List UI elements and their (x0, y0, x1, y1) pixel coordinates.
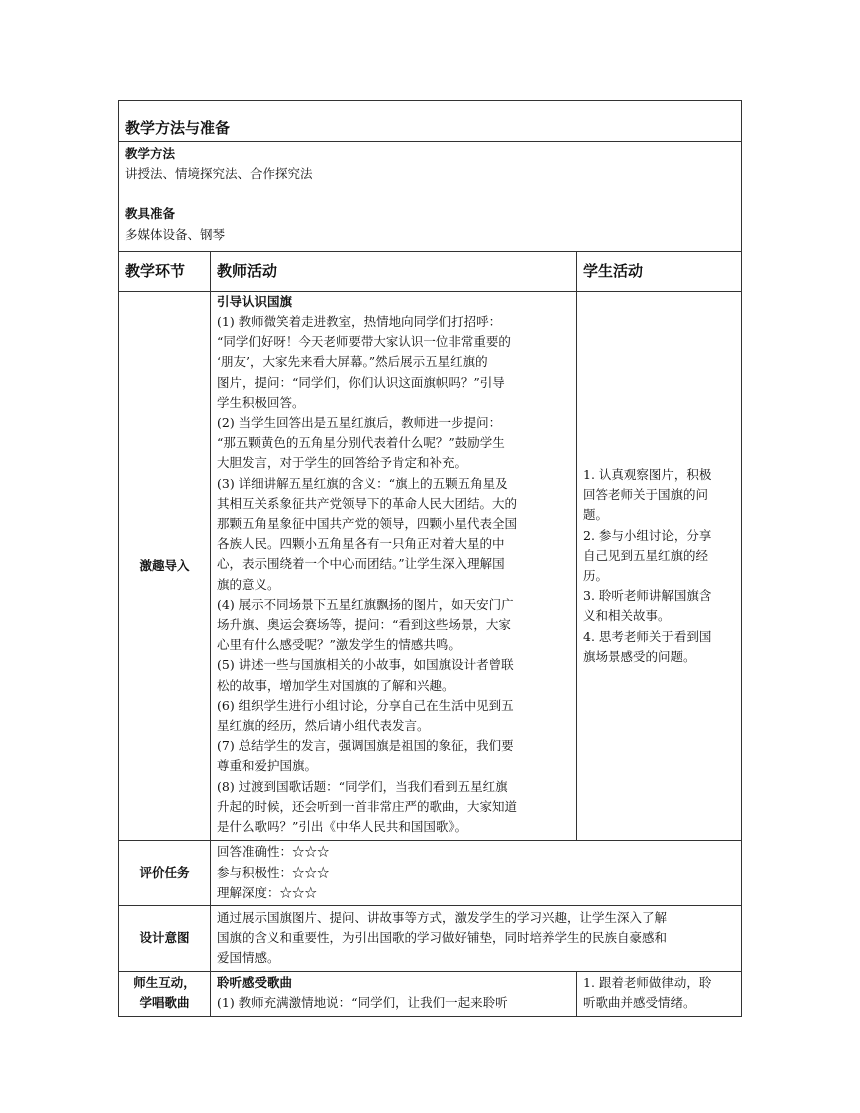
design-intent-line: 通过展示国旗图片、提问、讲故事等方式，激发学生的学习兴趣，让学生深入了解 (217, 909, 668, 925)
section-title: 教学方法与准备 (125, 118, 231, 137)
evaluation-criterion: 理解深度：☆☆☆ (217, 884, 318, 900)
student-activity-line: 义和相关故事。 (583, 608, 671, 624)
teacher-activity-text (217, 312, 570, 837)
teacher-activity-line: “那五颗黄色的五角星分别代表着什么呢？”鼓励学生 (217, 435, 505, 451)
prep-text: 多媒体设备、钢琴 (125, 226, 226, 242)
teacher-activity-line: (7) 总结学生的发言，强调国旗是祖国的象征，我们要 (217, 738, 514, 754)
student-activity-line: 回答老师关于国旗的问 (583, 487, 709, 503)
column-header-stage: 教学环节 (125, 261, 186, 280)
teacher-activity-line: 松的故事，增加学生对国旗的了解和兴趣。 (217, 677, 455, 693)
teacher-activity-line: 其相互关系象征共产党领导下的革命人民大团结。大的 (217, 495, 518, 511)
teacher-activity-line: 星红旗的经历，然后请小组代表发言。 (217, 718, 430, 734)
teacher-activity-line: 场升旗、奥运会赛场等，提问：“看到这些场景，大家 (217, 617, 511, 633)
design-intent-line: 国旗的含义和重要性，为引出国歌的学习做好铺垫，同时培养学生的民族自豪感和 (217, 930, 668, 946)
teacher-activity-line: 旗的意义。 (217, 576, 280, 592)
teacher-activity-line: (8) 过渡到国歌话题：“同学们，当我们看到五星红旗 (217, 778, 508, 794)
stage-label-evaluation: 评价任务 (139, 865, 190, 880)
stage-label-intent: 设计意图 (139, 930, 190, 946)
teacher-activity-line: 心，表示围绕着一个中心而团结。”让学生深入理解国 (217, 556, 505, 572)
prep-heading: 教具准备 (125, 206, 176, 222)
teacher-activity-line: 尊重和爱护国旗。 (217, 758, 318, 774)
methods-row (119, 142, 742, 252)
student-activity-line: 自己见到五星红旗的经 (583, 547, 709, 563)
teacher-activity-line: (4) 展示不同场景下五星红旗飘扬的图片，如天安门广 (217, 596, 514, 612)
teacher-activity-line: (1) 教师微笑着走进教室，热情地向同学们打招呼： (217, 314, 502, 330)
table-row-singing (119, 971, 742, 1016)
teacher-activity-line: 图片，提问：“同学们，你们认识这面旗帜吗？”引导 (217, 374, 505, 390)
stage-label-singing-line2: 学唱歌曲 (139, 994, 190, 1010)
column-header-teacher: 教师活动 (217, 261, 278, 280)
teacher-activity-line: 大胆发言，对于学生的回答给予肯定和补充。 (217, 455, 468, 471)
student-activity-line: 题。 (583, 507, 609, 523)
table-row-intro (119, 291, 742, 840)
activity-title-flag: 引导认识国旗 (217, 293, 293, 309)
student-activity-text-singing (583, 973, 735, 1013)
lesson-plan-table (118, 100, 742, 1017)
teacher-activity-line: 那颗五角星象征中国共产党的领导，四颗小星代表全国 (217, 516, 518, 532)
column-header-student: 学生活动 (583, 261, 644, 280)
stage-label-intro: 激趣导入 (139, 557, 190, 573)
methods-heading: 教学方法 (125, 146, 176, 161)
evaluation-criteria (217, 842, 735, 903)
teacher-activity-line: (1) 教师充满激情地说：“同学们，让我们一起来聆听 (217, 994, 508, 1010)
student-activity-line: 4. 思考老师关于看到国 (583, 628, 712, 644)
teacher-activity-line: 升起的时候，还会听到一首非常庄严的歌曲，大家知道 (217, 798, 518, 814)
methods-text: 讲授法、情境探究法、合作探究法 (125, 166, 313, 182)
teacher-activity-line: (6) 组织学生进行小组讨论，分享自己在生活中见到五 (217, 697, 514, 713)
evaluation-criterion: 回答准确性：☆☆☆ (217, 844, 330, 860)
student-activity-line: 历。 (583, 568, 609, 584)
design-intent-text (217, 908, 735, 969)
lesson-plan-page (118, 100, 741, 1017)
student-activity-line: 1. 认真观察图片，积极 (583, 467, 712, 483)
column-header-row (119, 251, 742, 291)
student-activity-line: 听歌曲并感受情绪。 (583, 994, 696, 1010)
section-title-row (119, 101, 742, 142)
teacher-activity-line: “同学们好呀！今天老师要带大家认识一位非常重要的 (217, 334, 511, 350)
design-intent-line: 爱国情感。 (217, 950, 280, 966)
table-row-evaluation (119, 841, 742, 906)
student-activity-line: 3. 聆听老师讲解国旗含 (583, 588, 712, 604)
student-activity-line: 2. 参与小组讨论，分享 (583, 527, 712, 543)
teacher-activity-line: (3) 详细讲解五星红旗的含义：“旗上的五颗五角星及 (217, 475, 508, 491)
evaluation-criterion: 参与积极性：☆☆☆ (217, 864, 330, 880)
activity-title-listen: 聆听感受歌曲 (217, 974, 293, 990)
teacher-activity-line: (2) 当学生回答出是五星红旗后，教师进一步提问： (217, 415, 502, 431)
stage-label-singing-line1: 师生互动， (133, 974, 196, 990)
teacher-activity-line: 学生积极回答。 (217, 394, 305, 410)
teacher-activity-line: (5) 讲述一些与国旗相关的小故事，如国旗设计者曾联 (217, 657, 514, 673)
teacher-activity-line: 是什么歌吗？”引出《中华人民共和国国歌》。 (217, 819, 468, 835)
teacher-activity-text-singing (217, 993, 570, 1013)
student-activity-text (583, 465, 735, 667)
teacher-activity-line: ‘朋友’，大家先来看大屏幕。”然后展示五星红旗的 (217, 354, 488, 370)
teacher-activity-line: 各族人民。四颗小五角星各有一只角正对着大星的中 (217, 536, 505, 552)
table-row-intent (119, 905, 742, 971)
student-activity-line: 旗场景感受的问题。 (583, 648, 696, 664)
student-activity-line: 1. 跟着老师做律动，聆 (583, 974, 712, 990)
teacher-activity-line: 心里有什么感受呢？”激发学生的情感共鸣。 (217, 637, 461, 653)
